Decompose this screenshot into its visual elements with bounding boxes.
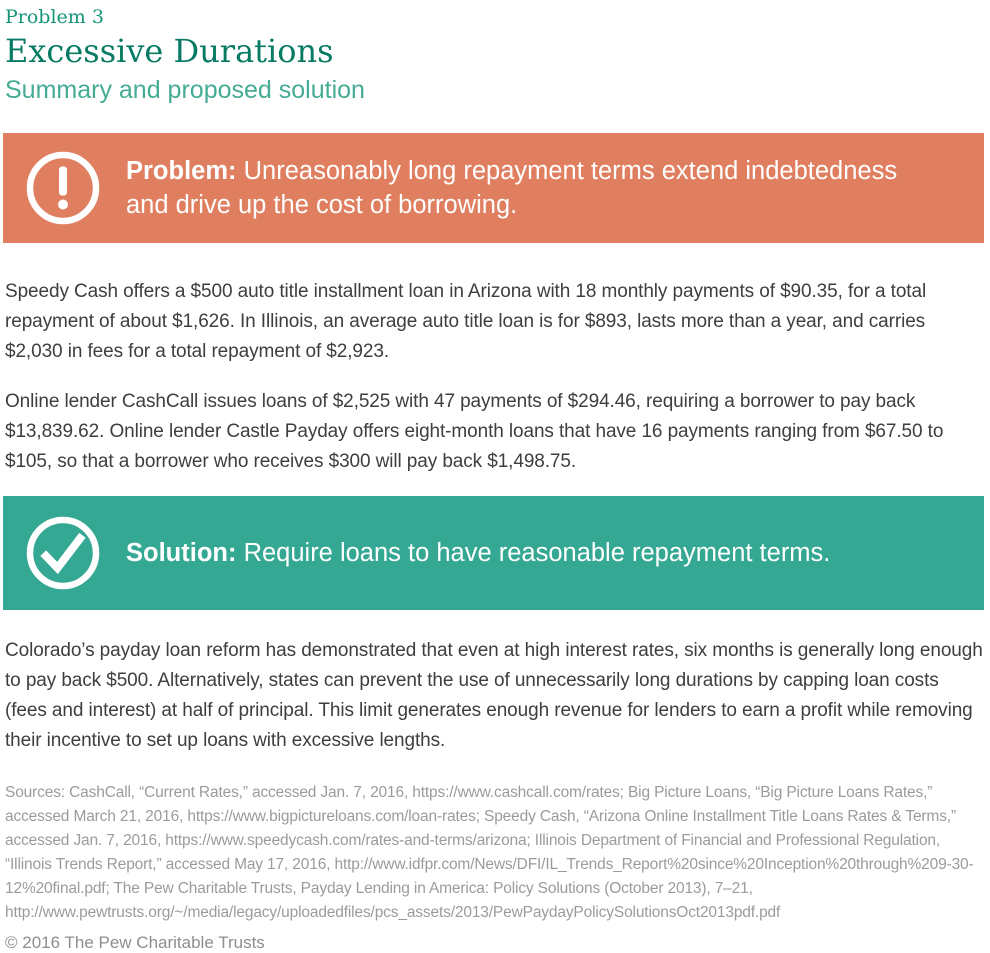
problem-banner [3, 133, 984, 243]
solution-banner-label: Solution: [126, 539, 237, 567]
solution-banner-statement: Require loans to have reasonable repayment terms. [243, 539, 831, 567]
solution-banner [3, 496, 984, 610]
check-circle-icon [26, 516, 100, 590]
problem-banner-statement: Unreasonably long repayment terms extend indebtedness and drive up the cost of borrowing. [126, 157, 898, 219]
problem-banner-text [126, 154, 938, 222]
solution-banner-text [126, 536, 830, 570]
problem-number-kicker: Problem 3 [5, 6, 104, 28]
body-paragraph-2: Online lender CashCall issues loans of $2,525 with 47 payments of $294.46, requiring a borrower to pay back $13,839.62. Online lender Castle Payday offers eight-month loans that have 16 payments ranging from $67.50 to $105, so that a borrower who receives $300 will pay back $1,498.75. [5, 391, 944, 472]
page-subtitle: Summary and proposed solution [5, 76, 365, 104]
body-paragraph-1: Speedy Cash offers a $500 auto title installment loan in Arizona with 18 monthly payments of $90.35, for a total repayment of about $1,626. In Illinois, an average auto title loan is for $893, lasts more than a year, and carries $2,030 in fees for a total repayment of $2,923. [5, 281, 927, 362]
problem-banner-label: Problem: [126, 157, 237, 185]
copyright-line: © 2016 The Pew Charitable Trusts [5, 933, 265, 952]
body-paragraph-3: Colorado’s payday loan reform has demonstrated that even at high interest rates, six months is generally long enough to pay back $500. Alternatively, states can prevent the use of unnecessarily long durations by capping loan costs (fees and interest) at half of principal. This limit generates enough revenue for lenders to earn a profit while removing their incentive to set up loans with excessive lengths. [5, 640, 983, 751]
exclamation-circle-icon [26, 151, 100, 225]
page-title: Excessive Durations [5, 32, 334, 70]
sources-note: Sources: CashCall, “Current Rates,” accessed Jan. 7, 2016, https://www.cashcall.com/rates; Big Picture Loans, “Big Picture Loans Rates,” accessed March 21, 2016, https://www.bigpictureloans.com/loan-rates; Speedy Cash, “Arizona Online Installment Title Loans Rates & Terms,” accessed Jan. 7, 2016, https://www.speedycash.com/rates-and-terms/arizona; Illinois Department of Financial and Professional Regulation, “Illinois Trends Report,” accessed May 17, 2016, http://www.idfpr.com/News/DFI/IL_Trends_Report%20since%20Inception%20through%209-30-12%20final.pdf; The Pew Charitable Trusts, Payday Lending in America: Policy Solutions (October 2013), 7–21, http://www.pewtrusts.org/~/media/legacy/uploadedfiles/pcs_assets/2013/PewPaydayPolicySolutionsOct2013pdf.pdf [5, 784, 974, 921]
